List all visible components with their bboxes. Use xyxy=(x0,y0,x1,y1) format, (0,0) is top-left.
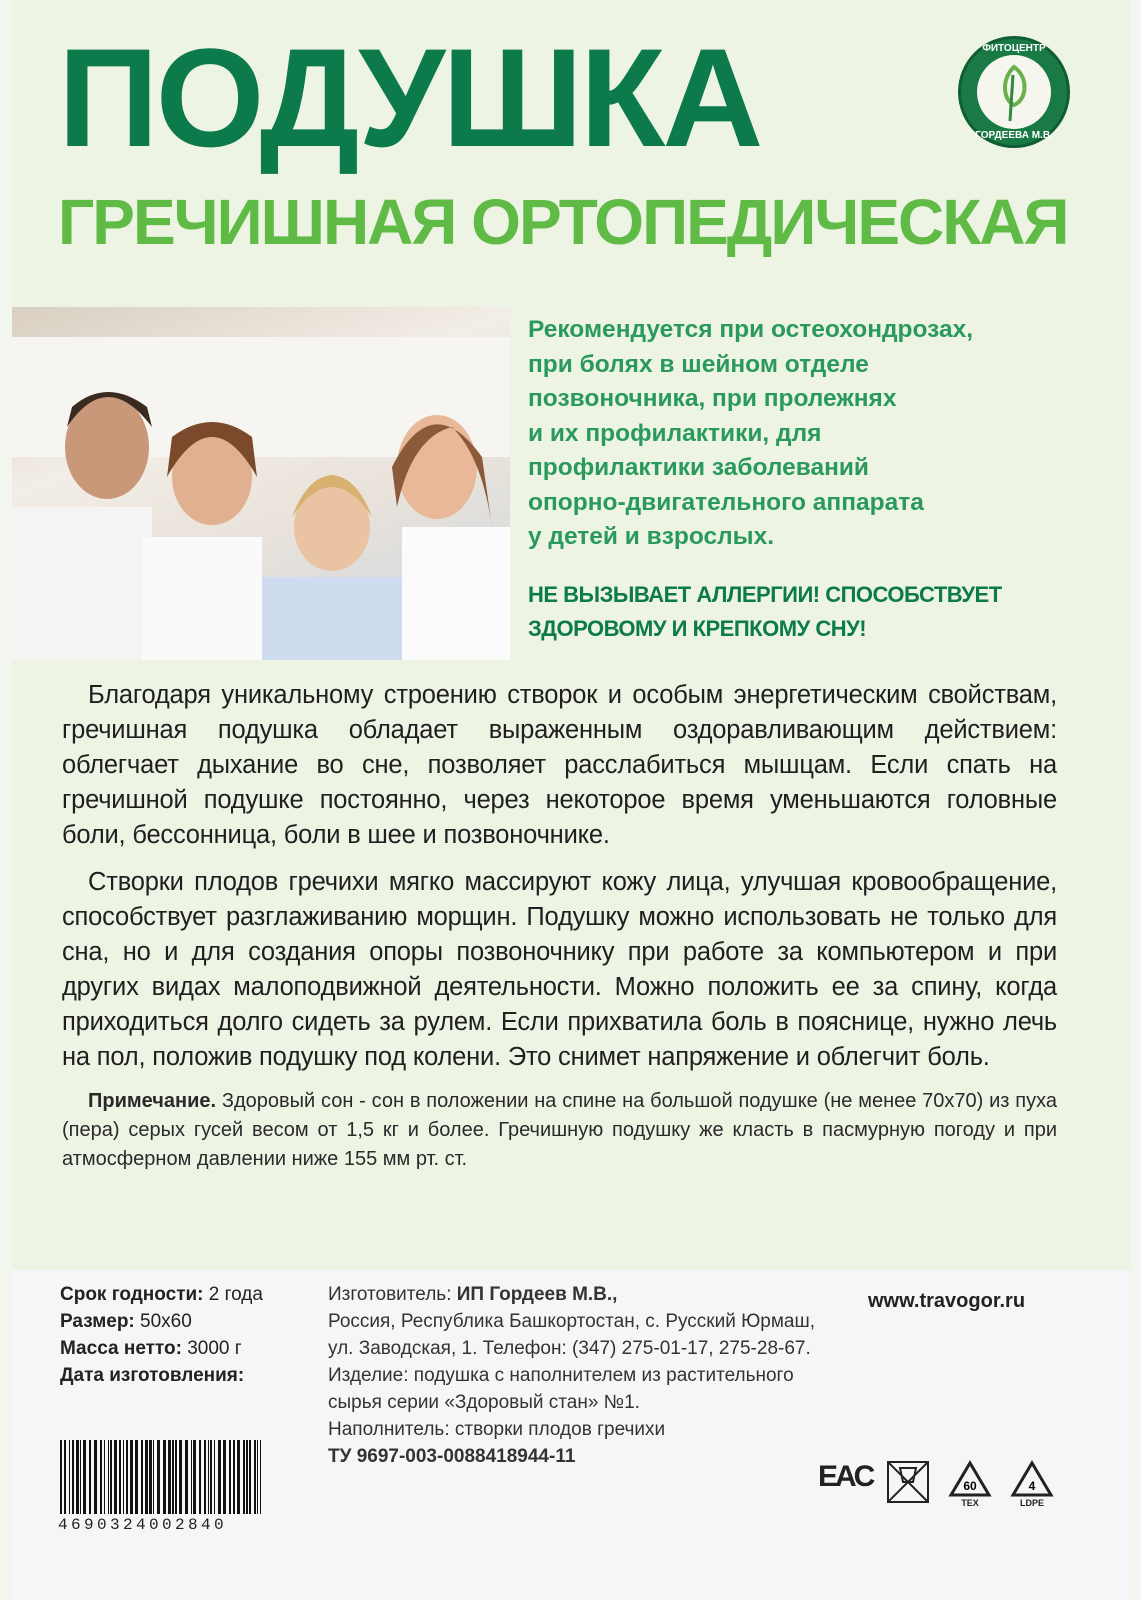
note-text: Здоровый сон - сон в положении на спине на большой подушке (не менее 70х70) из пуха (пера) серых гусей весом от 1,5 кг и более. Гречишную подушку же класть в пасмурную погоду и при атмосферном давлении ниже 155 мм рт. ст. xyxy=(62,1090,1057,1170)
barcode-bar xyxy=(60,1440,62,1514)
barcode-bar xyxy=(237,1440,240,1514)
barcode-bar xyxy=(130,1440,133,1514)
barcode-bar xyxy=(110,1440,112,1514)
allergy-claim xyxy=(528,578,1108,646)
barcode-bar xyxy=(191,1440,192,1514)
barcode-bar xyxy=(64,1440,66,1514)
product-specs xyxy=(60,1281,263,1389)
recycle-tex-icon: 60 TEX xyxy=(948,1460,992,1508)
recommendation-line: профилактики заболеваний xyxy=(528,454,869,481)
allergy-line: ЗДОРОВОМУ И КРЕПКОМУ СНУ! xyxy=(528,616,867,641)
maker-line: ул. Заводская, 1. Телефон: (347) 275-01-17, 275-28-67. xyxy=(328,1338,811,1359)
product-subtitle: ГРЕЧИШНАЯ ОРТОПЕДИЧЕСКАЯ xyxy=(58,186,1068,258)
recommendation-line: Рекомендуется при остеохондрозах, xyxy=(528,316,974,343)
barcode-bar xyxy=(204,1440,206,1514)
note xyxy=(62,1087,1057,1174)
barcode-bar xyxy=(249,1440,251,1514)
spec-size: Размер: 50х60 xyxy=(60,1311,192,1332)
tech-spec-code: ТУ 9697-003-0088418944-11 xyxy=(328,1446,576,1467)
maker-line: сырья серии «Здоровый стан» №1. xyxy=(328,1392,640,1413)
spec-shelf-life: Срок годности: 2 года xyxy=(60,1284,263,1305)
maker-name: ИП Гордеев М.В., xyxy=(456,1284,618,1305)
barcode-bar xyxy=(157,1440,160,1514)
family-photo xyxy=(12,307,510,660)
barcode-bar xyxy=(83,1440,86,1514)
barcode-bar xyxy=(210,1440,212,1514)
barcode-bar xyxy=(254,1440,256,1514)
maker-line: Россия, Республика Башкортостан, с. Русский Юрмаш, xyxy=(328,1311,816,1332)
barcode-bar xyxy=(114,1440,117,1514)
barcode-bar xyxy=(104,1440,105,1514)
recommendation-line: опорно-двигательного аппарата xyxy=(528,488,924,516)
barcode-bar xyxy=(185,1440,188,1514)
website-url: www.travogor.ru xyxy=(868,1290,1026,1312)
barcode-bar xyxy=(72,1440,74,1514)
barcode-number: 4690324002840 xyxy=(58,1516,228,1534)
allergy-line: НЕ ВЫЗЫВАЕТ АЛЛЕРГИИ! СПОСОБСТВУЕТ xyxy=(528,582,1002,607)
note-label: Примечание. xyxy=(88,1090,217,1112)
barcode-bar xyxy=(214,1440,215,1514)
product-title: ПОДУШКА xyxy=(58,19,761,176)
barcode-bar xyxy=(145,1440,148,1514)
barcode-bar xyxy=(94,1440,97,1514)
barcode-bar xyxy=(233,1440,235,1514)
barcode-bar xyxy=(163,1440,166,1514)
barcode-bar xyxy=(123,1440,124,1514)
description-paragraph: Створки плодов гречихи мягко массируют кожу лица, улучшая кровообращение, способствует разглаживанию морщин. Подушку можно использовать не только для сна, но и для создания опоры позвоночнику при работе за компьютером и при других видах малоподвижной деятельности. Можно положить ее за спину, когда приходиться долго сидеть за рулем. Если прихватила боль в пояснице, нужно лечь на пол, положив подушку под колени. Это снимет напряжение и облегчит боль. xyxy=(62,868,1057,1071)
description-paragraph: Благодаря уникальному строению створок и особым энергетическим свойствам, гречишная подушка обладает выраженным оздоравливающим действием: облегчает дыхание во сне, позволяет расслабиться мышцам. Если спать на гречишной подушке постоянно, через некоторое время уменьшаются головные боли, бессонница, боли в шее и позвоночнике. xyxy=(62,681,1057,849)
barcode-bar xyxy=(76,1440,79,1514)
barcode-bar xyxy=(80,1440,81,1514)
barcode-bar xyxy=(172,1440,174,1514)
spec-net-weight: Масса нетто: 3000 г xyxy=(60,1338,242,1359)
barcode-bar xyxy=(149,1440,152,1514)
certification-marks xyxy=(818,1460,1054,1508)
logo-text-bottom: ГОРДЕЕВА М.В. xyxy=(975,130,1053,141)
spec-manufacture-date: Дата изготовления: xyxy=(60,1365,245,1386)
barcode-bar xyxy=(218,1440,221,1514)
barcode-bar xyxy=(193,1440,196,1514)
barcode-bar xyxy=(141,1440,143,1514)
barcode-bar xyxy=(199,1440,201,1514)
logo-text-top: ФИТОЦЕНТР xyxy=(982,43,1046,54)
description-body xyxy=(62,678,1057,1075)
brand-logo xyxy=(958,36,1070,148)
maker-line: Изделие: подушка с наполнителем из растительного xyxy=(328,1365,794,1386)
barcode-bar xyxy=(119,1440,121,1514)
not-for-food-icon xyxy=(886,1460,930,1504)
barcode-bar xyxy=(246,1440,248,1514)
text-section xyxy=(62,678,1057,1174)
barcode-bar xyxy=(179,1440,182,1514)
barcode-bar xyxy=(175,1440,177,1514)
barcode-bar xyxy=(168,1440,171,1514)
maker-line: Наполнитель: створки плодов гречихи xyxy=(328,1419,666,1440)
maker-label: Изготовитель: xyxy=(328,1284,457,1305)
barcode-bar xyxy=(223,1440,226,1514)
recommendation-line: и их профилактики, для xyxy=(528,419,822,447)
barcode-bar xyxy=(208,1440,209,1514)
svg-text:60: 60 xyxy=(963,1479,977,1493)
barcode-bar xyxy=(260,1440,261,1514)
barcode-bar xyxy=(135,1440,138,1514)
recommendation-line: при болях в шейном отделе xyxy=(528,350,869,378)
barcode-bar xyxy=(257,1440,258,1514)
barcode-bar xyxy=(126,1440,128,1514)
barcode-bar xyxy=(243,1440,245,1514)
barcode-bar xyxy=(89,1440,91,1514)
barcode xyxy=(58,1440,266,1514)
recommendation-line: позвоночника, при пролежнях xyxy=(528,385,897,412)
leaf-icon xyxy=(977,55,1051,129)
barcode-bar xyxy=(100,1440,102,1514)
eac-mark-icon: EAC xyxy=(818,1460,873,1493)
recommendation-line: у детей и взрослых. xyxy=(528,523,775,550)
svg-text:4: 4 xyxy=(1028,1479,1036,1493)
barcode-bar xyxy=(229,1440,231,1514)
recommendation-text xyxy=(528,313,1088,555)
manufacturer-info xyxy=(328,1281,848,1470)
recycle-ldpe-icon: 4 LDPE xyxy=(1010,1460,1054,1508)
barcode-bar xyxy=(153,1440,154,1514)
barcode-bar xyxy=(69,1440,70,1514)
barcode-bar xyxy=(108,1440,109,1514)
